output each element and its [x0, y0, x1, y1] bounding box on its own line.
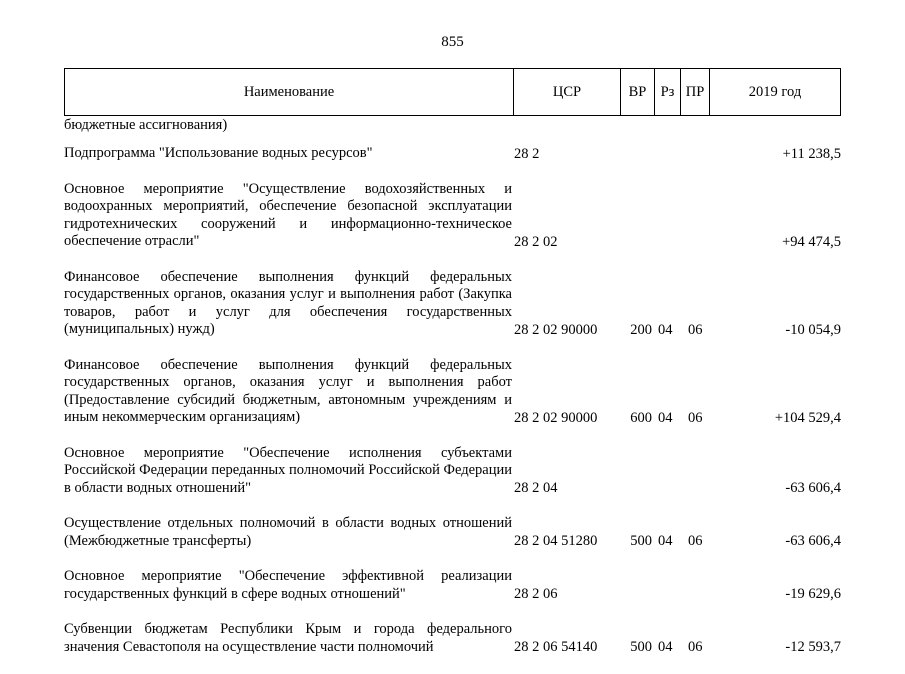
row-sum: -19 629,6 [785, 586, 841, 602]
page-number: 855 [441, 34, 464, 50]
row-pr: 06 [688, 321, 703, 338]
table-row [64, 515, 841, 550]
header-year: 2019 год [709, 69, 840, 115]
continuation-text: бюджетные ассигнования) [64, 117, 228, 133]
row-csr: 28 2 06 54140 [514, 639, 598, 655]
row-name: Основное мероприятие "Осуществление водохозяйственных и водоохранных мероприятий, обеспечение безопасной эксплуатации гидротехнических сооружений и информационно-техническое обеспечение отрасли" [64, 180, 512, 249]
row-name: Субвенции бюджетам Республики Крым и города федерального значения Севастополя на осуществление части полномочий [64, 621, 512, 655]
row-rz: 04 [658, 409, 673, 426]
row-vr: 200 [630, 321, 652, 338]
row-sum: -12 593,7 [785, 639, 841, 655]
table-row [64, 621, 841, 656]
row-pr: 06 [688, 409, 703, 426]
row-sum: +94 474,5 [782, 233, 841, 250]
row-vr: 600 [630, 409, 652, 426]
row-vr: 500 [630, 533, 652, 549]
row-sum: +104 529,4 [774, 409, 841, 426]
table-row [64, 357, 841, 427]
row-csr: 28 2 04 [514, 480, 558, 496]
header-vr: ВР [620, 69, 654, 115]
table-body [64, 145, 841, 674]
header-rz: Рз [654, 69, 680, 115]
table-row [64, 568, 841, 603]
row-rz: 04 [658, 639, 673, 655]
row-sum: -63 606,4 [785, 480, 841, 496]
row-csr: 28 2 [514, 145, 540, 162]
row-csr: 28 2 02 90000 [514, 321, 598, 338]
table-header [64, 68, 841, 116]
row-rz: 04 [658, 321, 673, 338]
header-csr: ЦСР [513, 69, 620, 115]
row-csr: 28 2 04 51280 [514, 533, 598, 549]
row-name: Основное мероприятие "Обеспечение исполнения субъектами Российской Федерации переданных полномочий Российской Федерации в области водных отношений" [64, 444, 512, 496]
row-csr: 28 2 02 90000 [514, 409, 598, 426]
row-sum: -10 054,9 [785, 321, 841, 338]
row-name: Финансовое обеспечение выполнения функций федеральных государственных органов, оказания услуг и выполнения работ (Закупка товаров, работ и услуг для обеспечения государственных (муниципальных) нужд) [64, 268, 512, 337]
row-sum: -63 606,4 [785, 533, 841, 549]
table-row [64, 145, 841, 163]
row-pr: 06 [688, 533, 703, 549]
row-rz: 04 [658, 533, 673, 549]
table-row [64, 269, 841, 339]
row-pr: 06 [688, 639, 703, 655]
table-row [64, 445, 841, 498]
header-pr: ПР [680, 69, 709, 115]
row-name: Основное мероприятие "Обеспечение эффективной реализации государственных функций в сфере водных отношений" [64, 568, 512, 602]
row-sum: +11 238,5 [782, 145, 841, 162]
row-vr: 500 [630, 639, 652, 655]
row-csr: 28 2 06 [514, 586, 558, 602]
header-name: Наименование [243, 83, 335, 100]
row-name: Подпрограмма "Использование водных ресурсов" [64, 145, 373, 161]
row-csr: 28 2 02 [514, 233, 558, 250]
row-name: Финансовое обеспечение выполнения функций федеральных государственных органов, оказания услуг и выполнения работ (Предоставление субсидий бюджетным, автономным учреждениям и иным некоммерческим организациям) [64, 356, 512, 425]
table-row [64, 181, 841, 251]
row-name: Осуществление отдельных полномочий в области водных отношений (Межбюджетные трансферты) [64, 515, 512, 549]
